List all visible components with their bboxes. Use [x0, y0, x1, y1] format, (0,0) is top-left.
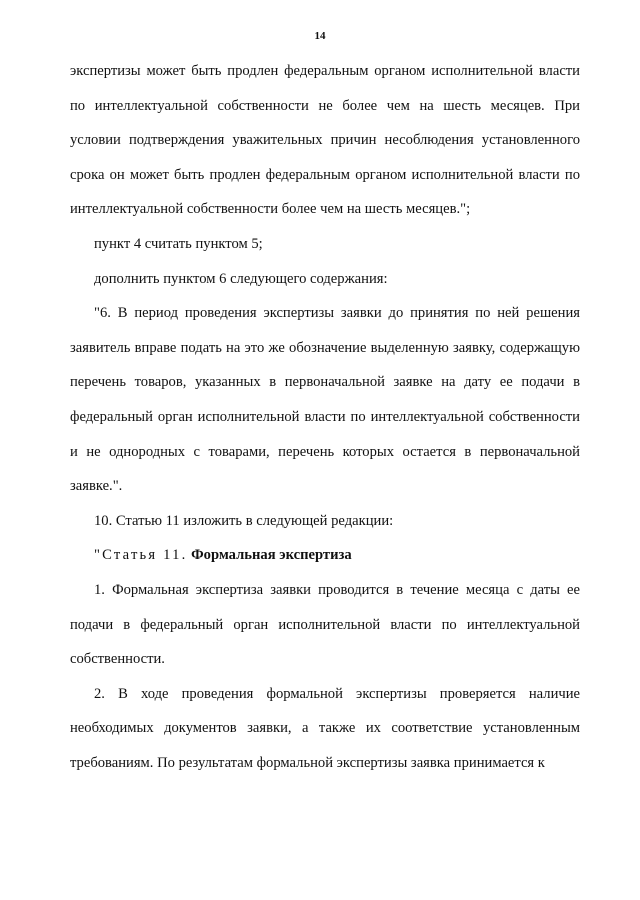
- paragraph-item-renumber: пункт 4 считать пунктом 5;: [94, 235, 263, 252]
- article-heading-title: Формальная экспертиза: [191, 547, 352, 564]
- article-heading: [70, 538, 580, 573]
- paragraph-add-item: дополнить пунктом 6 следующего содержания:: [94, 270, 388, 287]
- paragraph-item-6: "6. В период проведения экспертизы заявки до принятия по ней решения заявитель вправе подать на это же обозначение выделенную заявку, содержащую перечень товаров, указанных в первоначальной заявке на дату ее подачи в федеральный орган исполнительной власти по интеллектуальной собственности и не однородных с товарами, перечень которых остается в первоначальной заявке.".: [70, 305, 580, 495]
- document-body: [70, 54, 580, 780]
- page-number: 14: [314, 30, 326, 42]
- paragraph-continued: экспертизы может быть продлен федеральным органом исполнительной власти по интеллектуальной собственности не более чем на шесть месяцев. При условии подтверждения уважительных причин несоблюдения установленного срока он может быть продлен федеральным органом исполнительной власти по интеллектуальной собственности более чем на шесть месяцев.";: [70, 63, 580, 218]
- paragraph-article-amendment: 10. Статью 11 изложить в следующей редакции:: [94, 512, 394, 529]
- paragraph-clause-2: 2. В ходе проведения формальной экспертизы проверяется наличие необходимых документов заявки, а также их соответствие установленным требованиям. По результатам формальной экспертизы заявка принимается к: [70, 685, 580, 771]
- paragraph-clause-1: 1. Формальная экспертиза заявки проводится в течение месяца с даты ее подачи в федеральный орган исполнительной власти по интеллектуальной собственности.: [70, 581, 580, 668]
- article-heading-prefix: "Статья 11.: [94, 547, 188, 564]
